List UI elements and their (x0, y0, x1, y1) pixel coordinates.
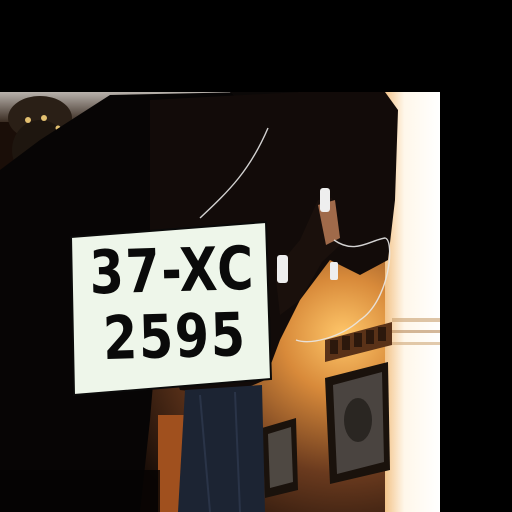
floor-shadow (0, 470, 160, 512)
license-plate (71, 215, 276, 393)
plate-line-1: 37-XC (88, 233, 257, 309)
top-margin (0, 0, 512, 92)
right-margin (440, 0, 512, 512)
picture-frame-small (262, 418, 298, 498)
picture-frame-large (325, 362, 390, 484)
plate-line-2: 2595 (101, 300, 247, 375)
